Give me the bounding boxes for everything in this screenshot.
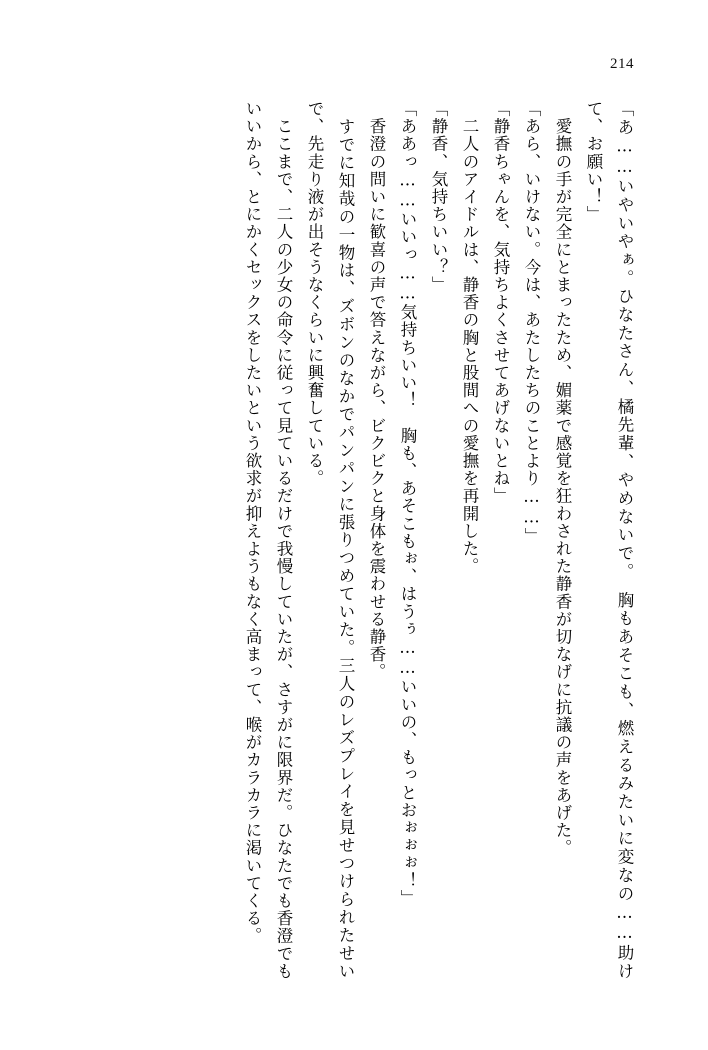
page-body-text [64,100,640,980]
paragraph: すでに知哉の一物は、ズボンのなかでパンパンに張りつめていた。三人のレズプレイを見せつけられたせいで、先走り液が出そうなくらいに興奮している。 [305,100,355,980]
page-number: 214 [610,56,634,72]
paragraph: ここまで、二人の少女の命令に従って見ているだけで我慢していたが、さすがに限界だ。ひなたでも香澄でもいいから、とにかくセックスをしたいという欲求が抑えようもなく高まって、喉がカラカラに渇いてくる。 [243,100,293,980]
paragraph: 「静香、気持ちいい？」 [429,100,448,294]
paragraph: 「あ……いやいやぁ。ひなたさん、橘先輩、やめないで。 胸もあそこも、燃えるみたいに変なの……助けて、お願い！」 [584,100,634,980]
paragraph: 香澄の問いに歓喜の声で答えながら、ビクビクと身体を震わせる静香。 [367,100,386,681]
paragraph: 「ああっ……いいっ……気持ちいい！ 胸も、あそこもぉ、はうぅ……いいの、もっとおぉぉぉ！」 [398,100,417,907]
paragraph: 二人のアイドルは、静香の胸と股間への愛撫を再開した。 [460,100,479,576]
paragraph: 愛撫の手が完全にとまったため、媚薬で感覚を狂わされた静香が切なげに抗議の声をあげた。 [553,100,572,857]
paragraph: 「あら、いけない。今は、あたしたちのことより……」 [522,100,541,545]
paragraph: 「静香ちゃんを、気持ちよくさせてあげないとね」 [491,100,510,505]
